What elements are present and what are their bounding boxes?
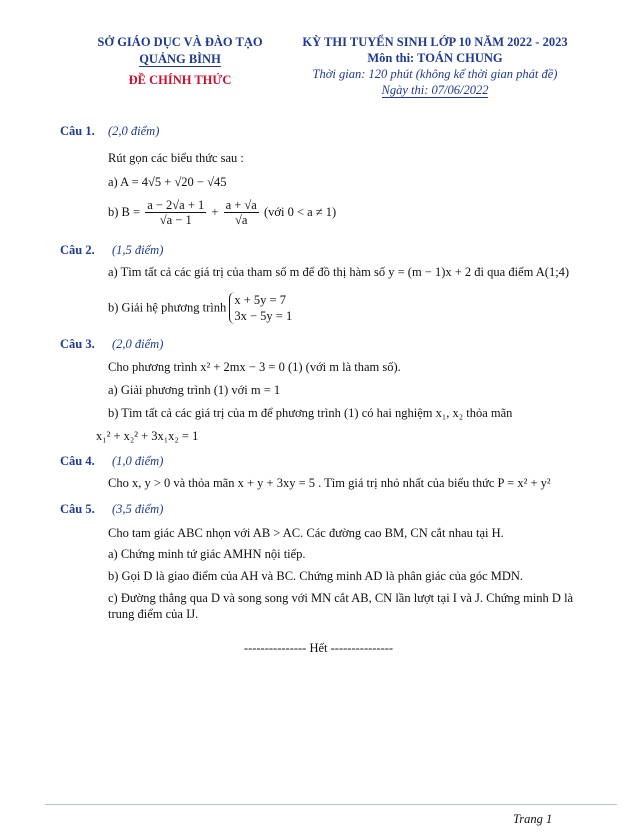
q2-equation-system [229, 292, 292, 324]
duration: Thời gian: 120 phút (không kể thời gian phát đề) [312, 67, 558, 81]
q1-points: (2,0 điểm) [108, 124, 160, 138]
q1-b-frac2-num: a + √a [225, 198, 257, 212]
q2-b-prefix: b) Giải hệ phương trình [108, 300, 227, 315]
q1-b-plus: + [211, 205, 219, 219]
q4-points: (1,0 điểm) [112, 454, 164, 468]
q1-intro: Rút gọn các biểu thức sau : [108, 151, 244, 165]
q2-eq2: 3x − 5y = 1 [234, 309, 293, 323]
header-left [60, 34, 300, 89]
q5-part-b: b) Gọi D là giao điểm của AH và BC. Chứng minh AD là phân giác của góc MDN. [108, 569, 524, 583]
q2-eq1: x + 5y = 7 [234, 293, 286, 307]
q5-part-c-line2: trung điểm của IJ. [108, 607, 199, 621]
department-name: SỞ GIÁO DỤC VÀ ĐÀO TẠO [97, 35, 263, 49]
q5-label: Câu 5. [60, 502, 95, 516]
q5-intro: Cho tam giác ABC nhọn với AB > AC. Các đường cao BM, CN cắt nhau tại H. [108, 526, 504, 540]
official-exam-label: ĐỀ CHÍNH THỨC [128, 73, 232, 87]
footer-divider [45, 804, 617, 805]
q3-part-a: a) Giải phương trình (1) với m = 1 [108, 383, 281, 397]
q3-part-b-line2: x₁² + x₂² + 3x₁x₂ = 1 [96, 429, 199, 443]
end-marker: --------------- Hết --------------- [243, 641, 394, 655]
q2-part-b [108, 292, 292, 324]
q3-part-b-line1: b) Tìm tất cả các giá trị của m để phương trình (1) có hai nghiệm x₁, x₂ thỏa mãn [108, 406, 513, 420]
q5-points: (3,5 điểm) [112, 502, 164, 516]
page-number: Trang 1 [513, 812, 553, 826]
q1-b-fraction-2 [224, 198, 259, 227]
q2-points: (1,5 điểm) [112, 243, 164, 257]
q1-part-b [108, 198, 336, 227]
header-right [270, 34, 600, 98]
q4-label: Câu 4. [60, 454, 95, 468]
q1-b-frac1-den: √a − 1 [159, 213, 192, 227]
subject: Môn thi: TOÁN CHUNG [367, 51, 503, 65]
q5-part-a: a) Chứng minh tứ giác AMHN nội tiếp. [108, 547, 306, 561]
q1-part-a: a) A = 4√5 + √20 − √45 [108, 175, 227, 189]
province-name: QUẢNG BÌNH [139, 52, 221, 66]
q1-b-fraction-1 [145, 198, 206, 227]
q1-b-condition: (với 0 < a ≠ 1) [263, 205, 337, 219]
q4-text: Cho x, y > 0 và thỏa mãn x + y + 3xy = 5 . Tìm giá trị nhỏ nhất của biểu thức P = x² + y² [108, 476, 551, 490]
q2-label: Câu 2. [60, 243, 95, 257]
q1-b-frac2-den: √a [234, 213, 248, 227]
q3-label: Câu 3. [60, 337, 95, 351]
q1-b-frac1-num: a − 2√a + 1 [147, 198, 205, 212]
exam-date: Ngày thi: 07/06/2022 [381, 83, 489, 97]
q3-points: (2,0 điểm) [112, 337, 164, 351]
q2-part-a: a) Tìm tất cả các giá trị của tham số m để đồ thị hàm số y = (m − 1)x + 2 đi qua điểm A(1;4) [108, 265, 570, 279]
q3-intro: Cho phương trình x² + 2mx − 3 = 0 (1) (với m là tham số). [108, 360, 401, 374]
q1-label: Câu 1. [60, 124, 95, 138]
q5-part-c-line1: c) Đường thẳng qua D và song song với MN cắt AB, CN lần lượt tại I và J. Chứng minh D là [108, 591, 574, 605]
exam-title: KỲ THI TUYỂN SINH LỚP 10 NĂM 2022 - 2023 [302, 35, 568, 49]
q1-b-prefix: b) B = [108, 205, 141, 219]
